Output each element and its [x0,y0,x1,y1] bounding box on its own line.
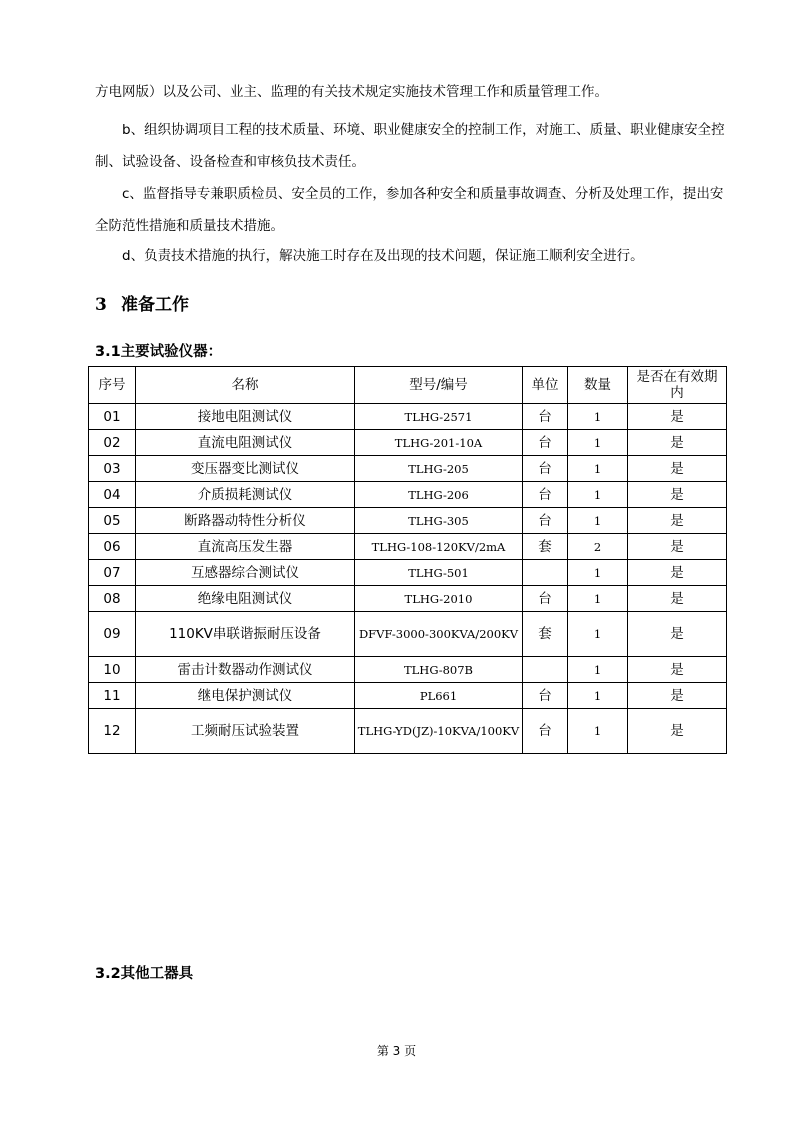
cell-name: 直流高压发生器 [136,534,355,560]
cell-valid: 是 [628,657,727,683]
cell-seq: 08 [89,586,136,612]
cell-model: TLHG-2010 [355,586,523,612]
cell-model: TLHG-205 [355,456,523,482]
cell-seq: 02 [89,430,136,456]
cell-model: TLHG-305 [355,508,523,534]
section-3-heading [95,290,189,315]
cell-qty: 2 [568,534,628,560]
cell-seq: 12 [89,709,136,754]
cell-seq: 11 [89,683,136,709]
cell-model: TLHG-501 [355,560,523,586]
cell-qty: 1 [568,508,628,534]
cell-unit: 台 [523,430,568,456]
header-name: 名称 [136,367,355,404]
cell-unit: 套 [523,534,568,560]
cell-model: TLHG-807B [355,657,523,683]
cell-valid: 是 [628,586,727,612]
cell-model: PL661 [355,683,523,709]
page-number: 第 3 页 [376,1044,417,1058]
cell-unit: 台 [523,508,568,534]
table-row [89,430,727,456]
table-row [89,657,727,683]
cell-unit: 台 [523,482,568,508]
cell-valid: 是 [628,683,727,709]
header-qty: 数量 [568,367,628,404]
cell-name: 互感器综合测试仪 [136,560,355,586]
cell-seq: 04 [89,482,136,508]
cell-qty: 1 [568,482,628,508]
header-unit: 单位 [523,367,568,404]
cell-seq: 10 [89,657,136,683]
cell-name: 雷击计数器动作测试仪 [136,657,355,683]
cell-valid: 是 [628,404,727,430]
cell-unit: 台 [523,709,568,754]
header-valid: 是否在有效期内 [628,367,727,404]
cell-qty: 1 [568,560,628,586]
cell-qty: 1 [568,657,628,683]
cell-name: 工频耐压试验装置 [136,709,355,754]
cell-qty: 1 [568,683,628,709]
table-row [89,586,727,612]
cell-valid: 是 [628,430,727,456]
table-header-row [89,367,727,404]
table-row [89,612,727,657]
paragraph-d: d、负责技术措施的执行，解决施工时存在及出现的技术问题，保证施工顺利安全进行。 [122,248,644,264]
cell-unit: 台 [523,586,568,612]
table-row [89,560,727,586]
cell-unit [523,657,568,683]
table-row [89,534,727,560]
cell-unit: 台 [523,683,568,709]
paragraph-continuation: 方电网版）以及公司、业主、监理的有关技术规定实施技术管理工作和质量管理工作。 [95,84,608,100]
cell-name: 断路器动特性分析仪 [136,508,355,534]
table-row [89,508,727,534]
cell-unit [523,560,568,586]
cell-unit: 套 [523,612,568,657]
instrument-table [88,366,727,754]
cell-name: 继电保护测试仪 [136,683,355,709]
cell-valid: 是 [628,534,727,560]
cell-qty: 1 [568,456,628,482]
cell-qty: 1 [568,612,628,657]
cell-name: 接地电阻测试仪 [136,404,355,430]
section-3-2-heading: 3.2其他工器具 [95,966,194,982]
cell-seq: 07 [89,560,136,586]
cell-name: 110KV串联谐振耐压设备 [136,612,355,657]
cell-unit: 台 [523,404,568,430]
section-3-number: 3 [95,295,107,315]
cell-seq: 01 [89,404,136,430]
cell-seq: 05 [89,508,136,534]
section-3-title: 准备工作 [121,295,189,315]
cell-valid: 是 [628,612,727,657]
cell-name: 绝缘电阻测试仪 [136,586,355,612]
cell-valid: 是 [628,482,727,508]
cell-qty: 1 [568,430,628,456]
cell-qty: 1 [568,586,628,612]
table-row [89,404,727,430]
cell-model: TLHG-108-120KV/2mA [355,534,523,560]
header-model: 型号/编号 [355,367,523,404]
table-row [89,456,727,482]
cell-qty: 1 [568,709,628,754]
paragraph-c: c、监督指导专兼职质检员、安全员的工作，参加各种安全和质量事故调查、分析及处理工作，提出安全防范性措施和质量技术措施。 [95,186,724,234]
cell-valid: 是 [628,508,727,534]
cell-model: TLHG-201-10A [355,430,523,456]
cell-model: TLHG-206 [355,482,523,508]
cell-model: TLHG-2571 [355,404,523,430]
cell-unit: 台 [523,456,568,482]
cell-valid: 是 [628,456,727,482]
table-row [89,683,727,709]
cell-name: 变压器变比测试仪 [136,456,355,482]
table-row [89,709,727,754]
cell-qty: 1 [568,404,628,430]
cell-name: 介质损耗测试仪 [136,482,355,508]
cell-name: 直流电阻测试仪 [136,430,355,456]
cell-model: TLHG-YD(JZ)-10KVA/100KV [355,709,523,754]
table-row [89,482,727,508]
cell-valid: 是 [628,709,727,754]
paragraph-b: b、组织协调项目工程的技术质量、环境、职业健康安全的控制工作，对施工、质量、职业健康安全控制、试验设备、设备检查和审核负技术责任。 [95,122,725,170]
cell-valid: 是 [628,560,727,586]
section-3-1-heading: 3.1主要试验仪器： [95,344,223,360]
cell-model: DFVF-3000-300KVA/200KV [355,612,523,657]
cell-seq: 03 [89,456,136,482]
header-seq: 序号 [89,367,136,404]
cell-seq: 09 [89,612,136,657]
cell-seq: 06 [89,534,136,560]
